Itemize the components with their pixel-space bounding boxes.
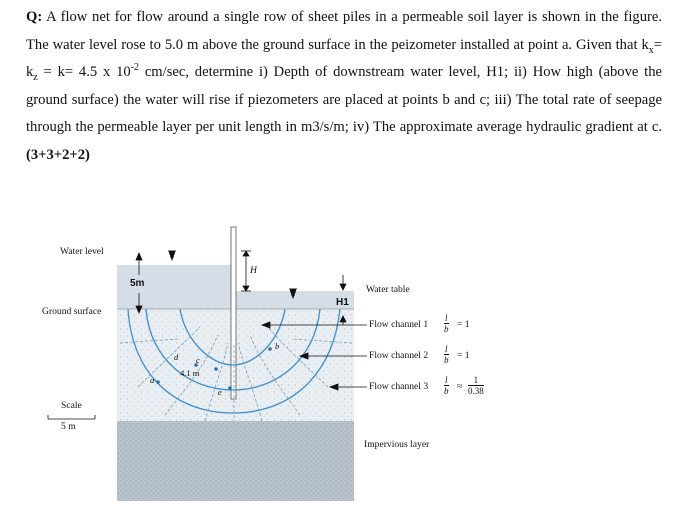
water-level-symbol [168, 251, 176, 260]
ratio-2: $\frac{l}{b}$ [444, 344, 449, 365]
ratio-1: $\frac{l}{b}$ [444, 313, 449, 334]
impervious-layer-label: Impervious layer [364, 439, 430, 450]
question-marks: (3+3+2+2) [26, 146, 90, 163]
question-text: Q: A flow net for flow around a single row of sheet piles in a permeable soil layer is shown in the figure. The water level rose to 5.0 m above the ground surface in the peizometer installed at point a. Given that $k_x= k_z = k= 4.5$ x $10^{-2}$ cm/sec, determine i) Depth of downstream water level, H1; ii) How high (above the ground surface) the water will rise if piezometers are placed at points b and c; iii) The total rate of seepage through the permeable layer per unit length in m3/s/m; iv) The approximate average hydraulic gradient at c. (3+3+2+2) [26, 9, 662, 163]
dim-41m-label: 4.1 m [180, 368, 200, 378]
ratio-3-value: $\frac{1}{0.38}$ [468, 375, 484, 396]
point-c-label: c [196, 355, 200, 365]
ratio-2-value: = 1 [457, 350, 470, 361]
impervious-layer [117, 421, 354, 501]
flow-net-figure [0, 215, 682, 514]
point-e-label: e [218, 387, 222, 397]
water-table-label: Water table [366, 284, 410, 295]
ratio-1-value: = 1 [457, 319, 470, 330]
dim-H-label: H [250, 265, 257, 276]
scale-bar [48, 415, 95, 419]
point-b-label: b [275, 341, 280, 351]
dim-5m-label: 5m [130, 278, 145, 289]
flow-channel-1-label: Flow channel 1 [369, 319, 429, 330]
ground-surface-label: Ground surface [42, 306, 102, 317]
scale-label: Scale [61, 400, 82, 411]
flow-channel-3-label: Flow channel 3 [369, 381, 429, 392]
flow-net-drawing [0, 215, 682, 514]
scale-value: 5 m [61, 421, 76, 432]
point-d-label: d [174, 352, 179, 362]
sheet-pile [231, 227, 236, 399]
ratio-3: $\frac{l}{b}$ [444, 375, 449, 396]
flow-channel-2-label: Flow channel 2 [369, 350, 429, 361]
dim-H1-label: H1 [336, 297, 349, 308]
question-prefix: Q: [26, 9, 43, 25]
ratio-3-approx: ≈ [457, 381, 463, 392]
water-level-label: Water level [60, 246, 104, 257]
point-a-label: a [150, 375, 155, 385]
